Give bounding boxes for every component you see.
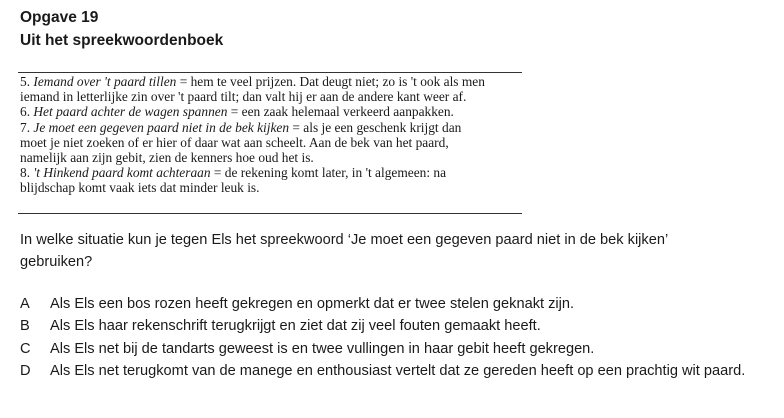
- option-letter: D: [20, 363, 31, 379]
- option-letter: C: [20, 341, 31, 357]
- idiom-term: 't Hinkend paard komt achteraan: [33, 165, 211, 181]
- exercise-title: Opgave 19: [20, 9, 99, 26]
- dictionary-top-rule: [18, 72, 522, 73]
- exercise-subtitle: Uit het spreekwoordenboek: [20, 32, 224, 49]
- idiom-term: Het paard achter de wagen spannen: [33, 104, 228, 120]
- dictionary-line: namelijk aan zijn gebit, zien de kenners hoe oud het is.: [20, 149, 314, 165]
- dictionary-bottom-rule: [18, 213, 522, 214]
- option-letter: B: [20, 318, 30, 334]
- dictionary-line: 7. Je moet een gegeven paard niet in de bek kijken = als je een geschenk krijgt dan: [20, 119, 462, 135]
- dictionary-excerpt: [20, 74, 530, 196]
- idiom-term: Je moet een gegeven paard niet in de bek kijken: [33, 119, 290, 135]
- dictionary-line: iemand in letterlijke zin over 't paard tilt; dan valt hij er aan de andere kant weer af.: [20, 89, 467, 105]
- question-text: In welke situatie kun je tegen Els het spreekwoord ‘Je moet een gegeven paard niet in de bek kijken’ gebruiken?: [20, 232, 669, 270]
- dictionary-line: 8. 't Hinkend paard komt achteraan = de rekening komt later, in 't algemeen: na: [20, 165, 447, 181]
- dictionary-line: moet je niet zoeken of er hier of daar wat aan scheelt. Aan de bek van het paard,: [20, 134, 449, 150]
- option-text: Als Els net terugkomt van de manege en enthousiast vertelt dat ze gereden heeft op een prachtig wit paard.: [50, 363, 746, 379]
- option-letter: A: [20, 296, 30, 312]
- option-text: Als Els haar rekenschrift terugkrijgt en ziet dat zij veel fouten gemaakt heeft.: [50, 318, 541, 334]
- option-text: Als Els net bij de tandarts geweest is en twee vullingen in haar gebit heeft gekregen.: [50, 341, 595, 357]
- dictionary-line: blijdschap komt vaak iets dat minder leuk is.: [20, 180, 260, 196]
- dictionary-line: 5. Iemand over 't paard tillen = hem te veel prijzen. Dat deugt niet; zo is 't ook als men: [20, 74, 485, 89]
- idiom-term: Iemand over 't paard tillen: [33, 74, 177, 89]
- option-text: Als Els een bos rozen heeft gekregen en opmerkt dat er twee stelen geknakt zijn.: [50, 296, 575, 312]
- dictionary-line: 6. Het paard achter de wagen spannen = een zaak helemaal verkeerd aanpakken.: [20, 104, 454, 120]
